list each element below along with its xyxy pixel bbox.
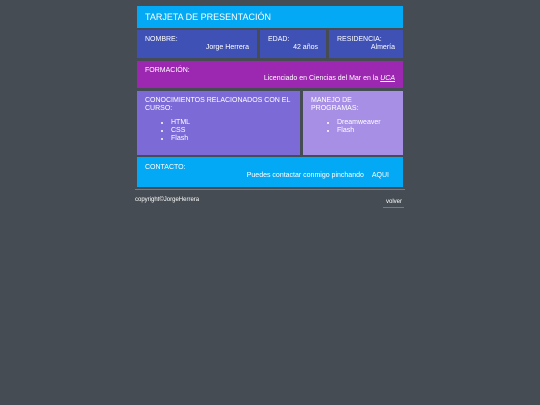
nombre-label: NOMBRE: [145, 36, 178, 43]
aqui-link[interactable]: AQUI [371, 172, 389, 179]
contacto-text: Puedes contactar conmigo pinchando [246, 172, 364, 179]
edad-label: EDAD: [268, 36, 290, 43]
edad-value: 42 años [293, 44, 318, 51]
page-title: TARJETA DE PRESENTACIÓN [145, 12, 272, 22]
contacto-box [137, 157, 403, 187]
list-item: • HTML [171, 119, 190, 127]
residencia-box [329, 30, 403, 58]
list-item: • Flash [171, 135, 190, 143]
nombre-box [137, 30, 257, 58]
uca-link[interactable]: UCA [380, 75, 395, 82]
formacion-value [264, 75, 395, 83]
copyright-text: copyright©JorgeHerrera [135, 197, 200, 203]
formacion-label: FORMACIÓN: [145, 67, 190, 74]
volver-link[interactable]: volver [386, 199, 403, 205]
list-item: • Flash [337, 127, 381, 135]
divider-line [135, 189, 405, 190]
manejo-list [329, 119, 381, 135]
contacto-value [247, 172, 389, 180]
formacion-text: Licenciado en Ciencias del Mar en la [263, 75, 381, 82]
conocimientos-box [137, 91, 300, 155]
conocimientos-label: CONOCIMIENTOS RELACIONADOS CON EL CURSO: [145, 97, 291, 112]
formacion-box [137, 61, 403, 88]
edad-box [260, 30, 326, 58]
manejo-box [303, 91, 403, 155]
card-header [137, 6, 403, 28]
nombre-value: Jorge Herrera [205, 44, 249, 51]
list-item: • Dreamweaver [337, 119, 381, 127]
conocimientos-list [163, 119, 190, 143]
contacto-label: CONTACTO: [145, 164, 186, 171]
residencia-label: RESIDENCIA: [337, 36, 382, 43]
manejo-label: MANEJO DE PROGRAMAS: [311, 97, 359, 112]
residencia-value: Almería [370, 44, 395, 51]
list-item: • CSS [171, 127, 190, 135]
volver-underline [383, 207, 404, 208]
